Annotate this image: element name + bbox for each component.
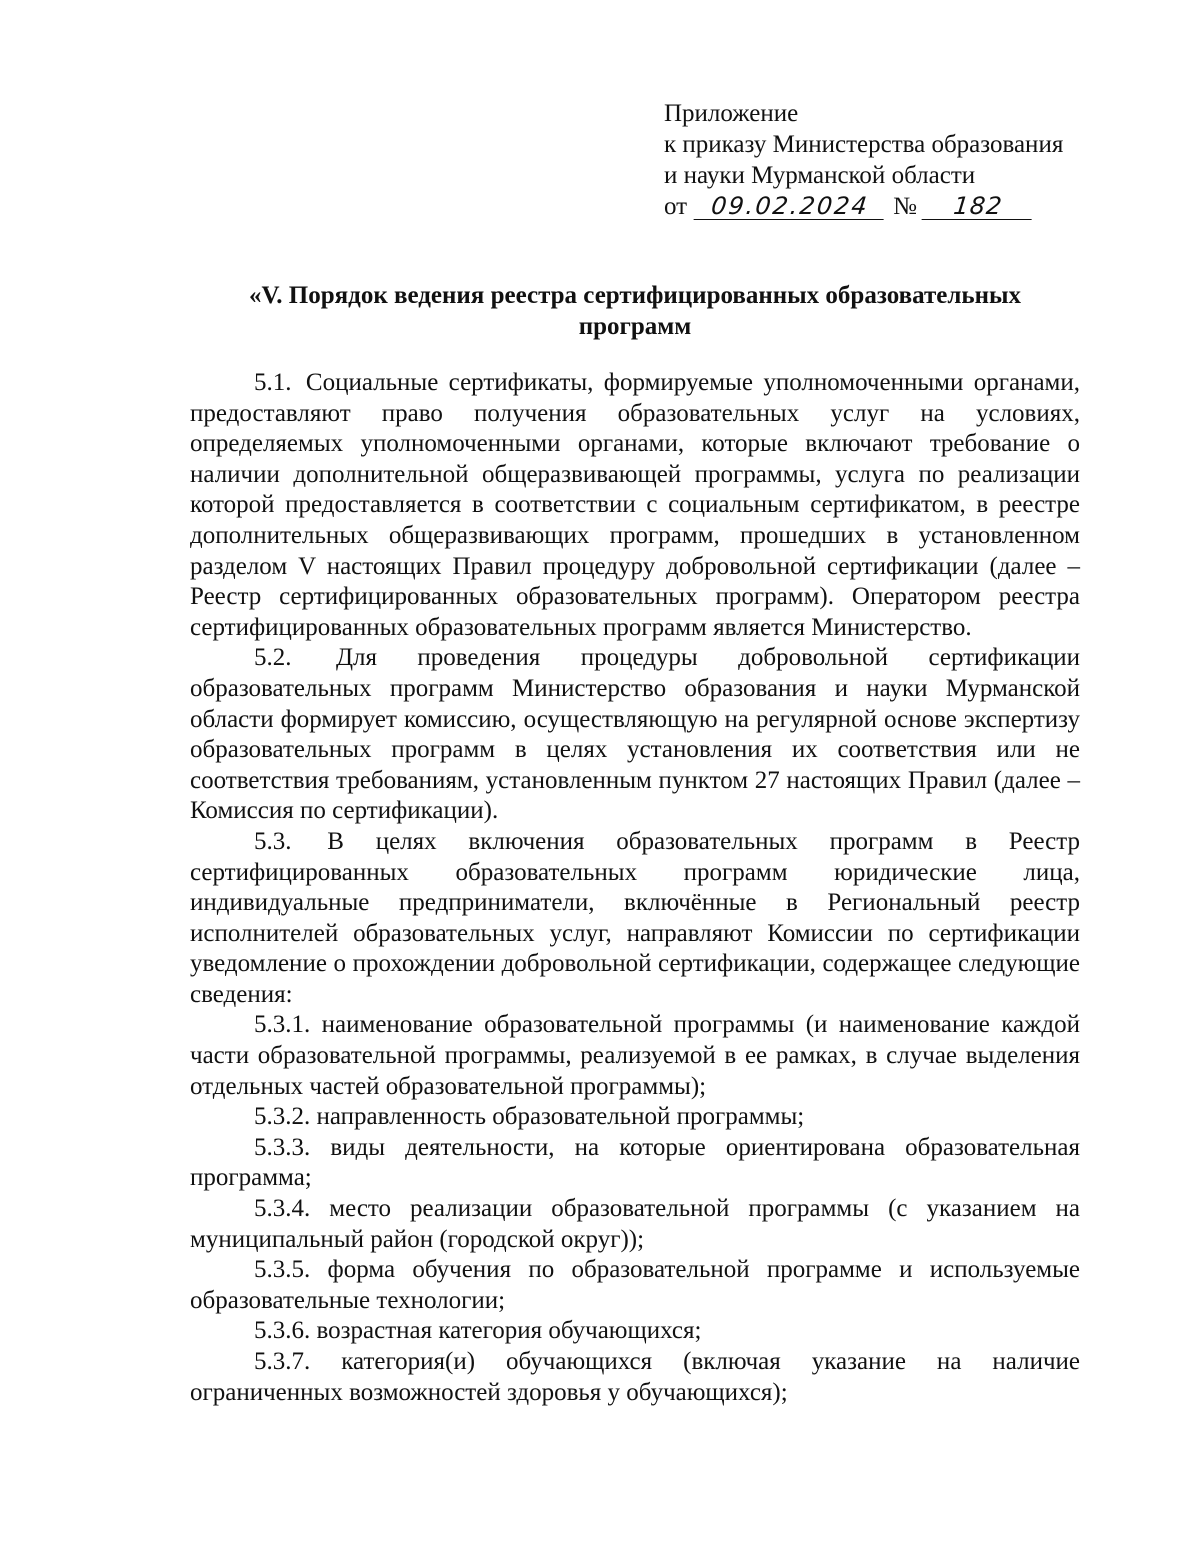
- item-text: виды деятельности, на которые ориентирована образовательная программа;: [190, 1133, 1081, 1192]
- item-text: наименование образовательной программы (и наименование каждой части образовательной программы, реализуемой в ее рамках, в случае выделения отдельных частей образовательной программы);: [190, 1011, 1081, 1100]
- section-title-line-2: программ: [578, 313, 692, 340]
- paragraph-5-1: [190, 368, 1080, 643]
- date-prefix: от: [664, 193, 688, 220]
- item-number: 5.3.3.: [254, 1133, 311, 1161]
- section-title: [190, 280, 1080, 342]
- item-text: возрастная категория обучающихся;: [316, 1317, 702, 1345]
- paragraph-5-3: [190, 827, 1080, 1011]
- appendix-label: Приложение: [664, 100, 799, 127]
- paragraph-text: В целях включения образовательных программ в Реестр сертифицированных образовательных программ юридические лица, индивидуальные предприниматели, включённые в Региональный реестр исполнителей образовательных услуг, направляют Комиссии по сертификации уведомление о прохождении добровольной сертификации, содержащее следующие сведения:: [190, 827, 1080, 1008]
- list-item-5-3-5: [190, 1255, 1080, 1316]
- document-body: [190, 368, 1080, 1408]
- paragraph-number: 5.1.: [254, 369, 292, 396]
- list-item-5-3-6: [190, 1316, 1080, 1347]
- paragraph-number: 5.2.: [254, 644, 292, 672]
- list-item-5-3-3: [190, 1133, 1080, 1194]
- item-number: 5.3.1.: [254, 1011, 311, 1039]
- section-title-line-1: «V. Порядок ведения реестра сертифицированных образовательных: [248, 282, 1022, 309]
- item-number: 5.3.2.: [254, 1103, 311, 1131]
- item-text: место реализации образовательной программы (с указанием на муниципальный район (городской округ));: [190, 1195, 1081, 1253]
- item-text: форма обучения по образовательной программе и используемые образовательные технологии;: [190, 1256, 1081, 1314]
- item-number: 5.3.5.: [254, 1256, 311, 1284]
- item-text: направленность образовательной программы;: [316, 1103, 805, 1131]
- appendix-header: [664, 98, 1063, 222]
- ministry-name: и науки Мурманской области: [664, 162, 976, 189]
- number-prefix: №: [893, 193, 917, 220]
- paragraph-text: Для проведения процедуры добровольной сертификации образовательных программ Министерство образования и науки Мурманской области формирует комиссию, осуществляющую на регулярной основе экспертизу образовательных программ в целях установления их соответствия или не соответствия требованиям, установленным пунктом 27 настоящих Правил (далее – Комиссия по сертификации).: [190, 644, 1081, 825]
- list-item-5-3-7: [190, 1347, 1080, 1408]
- order-reference: к приказу Министерства образования: [664, 131, 1064, 158]
- item-number: 5.3.7.: [254, 1348, 311, 1375]
- item-number: 5.3.6.: [254, 1317, 311, 1345]
- paragraph-5-2: [190, 643, 1080, 827]
- list-item-5-3-4: [190, 1194, 1080, 1255]
- order-date-number-line: [664, 191, 1063, 222]
- handwritten-number: 182: [922, 193, 1035, 220]
- list-item-5-3-2: [190, 1102, 1080, 1133]
- paragraph-text: Социальные сертификаты, формируемые уполномоченными органами, предоставляют право получения образовательных услуг на условиях, определяемых уполномоченными органами, которые включают требование о наличии дополнительной общеразвивающей программы, услуга по реализации которой предоставляется в соответствии с социальным сертификатом, в реестре дополнительных общеразвивающих программ, прошедших в установленном разделом V настоящих Правил процедуру добровольной сертификации (далее – Реестр сертифицированных образовательных программ). Оператором реестра сертифицированных образовательных программ является Министерство.: [190, 369, 1081, 641]
- item-number: 5.3.4.: [254, 1195, 311, 1223]
- list-item-5-3-1: [190, 1010, 1080, 1102]
- paragraph-number: 5.3.: [254, 827, 292, 855]
- item-text: категория(и) обучающихся (включая указание на наличие ограниченных возможностей здоровья у обучающихся);: [190, 1348, 1080, 1406]
- handwritten-date: 09.02.2024: [694, 193, 887, 220]
